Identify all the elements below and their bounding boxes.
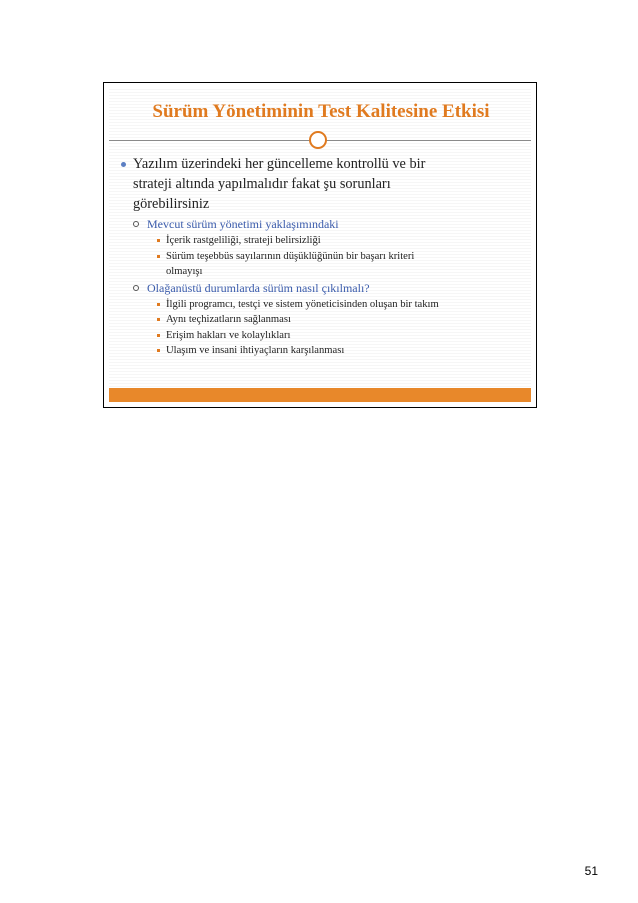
slide-accent-bar	[109, 388, 531, 402]
main-bullet-line: görebilirsiniz	[133, 196, 210, 212]
sub-bullet-current-approach	[120, 216, 525, 233]
sub-bullet-label: Mevcut sürüm yönetimi yaklaşımındaki	[147, 217, 339, 231]
list-item	[120, 328, 525, 344]
main-bullet	[120, 154, 525, 214]
hollow-circle-bullet-icon	[133, 221, 139, 227]
square-bullet-icon	[157, 255, 160, 258]
list-item-text: olmayışı	[166, 266, 203, 277]
list-item-text: Erişim hakları ve kolaylıkları	[166, 329, 291, 341]
square-bullet-icon	[157, 318, 160, 321]
square-bullet-icon	[157, 334, 160, 337]
square-bullet-icon	[157, 303, 160, 306]
slide-frame	[103, 82, 537, 408]
main-bullet-line: Yazılım üzerindeki her güncelleme kontrollü ve bir	[133, 156, 426, 172]
list-item	[120, 343, 525, 359]
hollow-circle-bullet-icon	[133, 285, 139, 291]
list-item-text: İçerik rastgeliliği, strateji belirsizliği	[166, 235, 321, 246]
list-item-text: Sürüm teşebbüs sayılarının düşüklüğünün bir başarı kriteri	[166, 250, 415, 262]
list-item-text: Ulaşım ve insani ihtiyaçların karşılanması	[166, 345, 345, 356]
slide-content	[120, 154, 525, 359]
list-item-text: İlgili programcı, testçi ve sistem yöneticisinden oluşan bir takım	[166, 298, 439, 310]
page-number: 51	[584, 864, 598, 878]
square-bullet-icon	[157, 239, 160, 242]
list-item	[120, 297, 525, 313]
square-bullet-icon	[157, 349, 160, 352]
list-item	[120, 233, 525, 249]
divider-circle-icon	[309, 131, 327, 149]
sub-bullet-label: Olağanüstü durumlarda sürüm nasıl çıkılmalı?	[147, 280, 370, 295]
list-item-text: Aynı teçhizatların sağlanması	[166, 314, 291, 325]
main-bullet-line: strateji altında yapılmalıdır fakat şu sorunları	[133, 176, 391, 192]
list-item	[120, 312, 525, 328]
bullet-dot-icon	[121, 162, 126, 167]
sub-bullet-emergency-release	[120, 280, 525, 297]
slide-title: Sürüm Yönetiminin Test Kalitesine Etkisi	[152, 101, 490, 122]
list-item	[120, 249, 525, 280]
